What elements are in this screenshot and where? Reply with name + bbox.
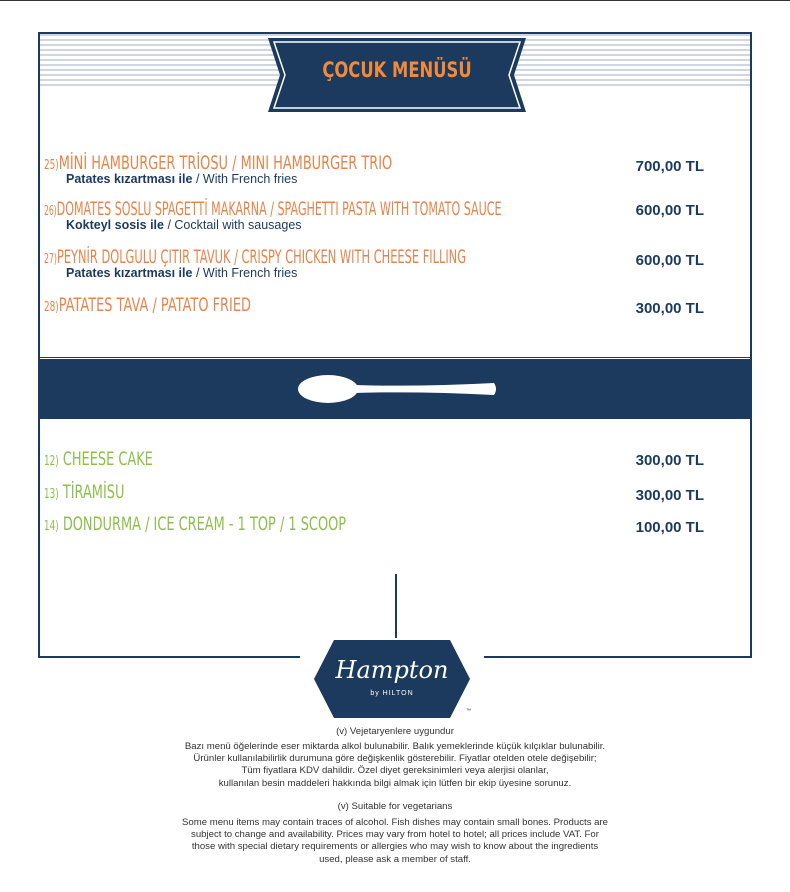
item-price: 300,00 TL: [635, 452, 704, 469]
item-name: MİNİ HAMBURGER TRİOSU / MINI HAMBURGER TRIO: [58, 152, 393, 174]
menu-item-27: [44, 246, 734, 280]
spoon-icon: [298, 373, 498, 405]
item-price: 600,00 TL: [635, 252, 704, 269]
item-price: 600,00 TL: [635, 202, 704, 219]
item-number: 12): [44, 454, 59, 469]
item-price: 300,00 TL: [635, 487, 704, 504]
menu-frame: [38, 32, 752, 658]
item-number: 13): [44, 487, 59, 502]
item-number: 27): [44, 252, 57, 267]
logo-trademark: ™: [466, 708, 471, 714]
logo-name: Hampton: [335, 656, 449, 684]
item-price: 100,00 TL: [635, 519, 704, 536]
item-name: PATATES TAVA / PATATO FRIED: [58, 294, 251, 316]
footer-disclaimer-en: Some menu items may contain traces of alcohol. Fish dishes may contain small bones. Products are subject to change and availability. Prices may vary from hotel to hotel; all prices include VAT. For those with special dietary requirements or allergies who may wish to know about the ingredients used, please ask a member of staff.: [181, 817, 609, 865]
item-description: Patates kızartması ile / With French fries: [66, 172, 298, 186]
item-number: 25): [44, 158, 59, 173]
footer-disclaimer-tr: Bazı menü öğelerinde eser miktarda alkol bulunabilir. Balık yemeklerinde küçük kılçıklar bulunabilir. Ürünler kullanılabilirlik durumuna göre değişkenlik gösterebilir. Fiyatlar otelden otele değişebilir; Tüm fiyatlara KDV dahildir. Özel diyet gereksinimleri veya alerjisi olanlar, kullanılan besin maddeleri hakkında bilgi almak için lütfen bir ekip üyesine sorunuz.: [184, 741, 606, 789]
item-description: Patates kızartması ile / With French fries: [66, 266, 298, 280]
item-price: 300,00 TL: [635, 300, 704, 317]
item-number: 28): [44, 300, 59, 315]
item-name: PEYNİR DOLGULU ÇITIR TAVUK / CRISPY CHICKEN WITH CHEESE FILLING: [56, 246, 467, 268]
item-name: DONDURMA / ICE CREAM - 1 TOP / 1 SCOOP: [62, 513, 347, 535]
logo-sub: by HILTON: [370, 690, 414, 697]
dessert-item-14: [44, 513, 734, 535]
item-number: 14): [44, 519, 59, 534]
dessert-item-13: [44, 481, 734, 503]
dessert-item-12: [44, 448, 734, 470]
item-price: 700,00 TL: [635, 158, 704, 175]
item-number: 26): [44, 204, 57, 219]
item-name: CHEESE CAKE: [62, 448, 153, 470]
footer-veg-en: (v) Suitable for vegetarians: [337, 801, 453, 812]
menu-item-26: [44, 198, 734, 232]
vertical-divider: [395, 574, 397, 638]
item-name: DOMATES SOSLU SPAGETTİ MAKARNA / SPAGHETTI PASTA WITH TOMATO SAUCE: [56, 198, 502, 220]
menu-item-28: [44, 294, 734, 316]
footer-veg-tr: (v) Vejetaryenlere uygundur: [336, 726, 454, 737]
item-description: Kokteyl sosis ile / Cocktail with sausages: [66, 218, 302, 232]
item-name: TİRAMİSU: [62, 481, 125, 503]
top-border-line: [0, 0, 790, 1]
menu-title: ÇOCUK MENÜSÜ: [322, 58, 472, 82]
menu-item-25: [44, 152, 734, 186]
